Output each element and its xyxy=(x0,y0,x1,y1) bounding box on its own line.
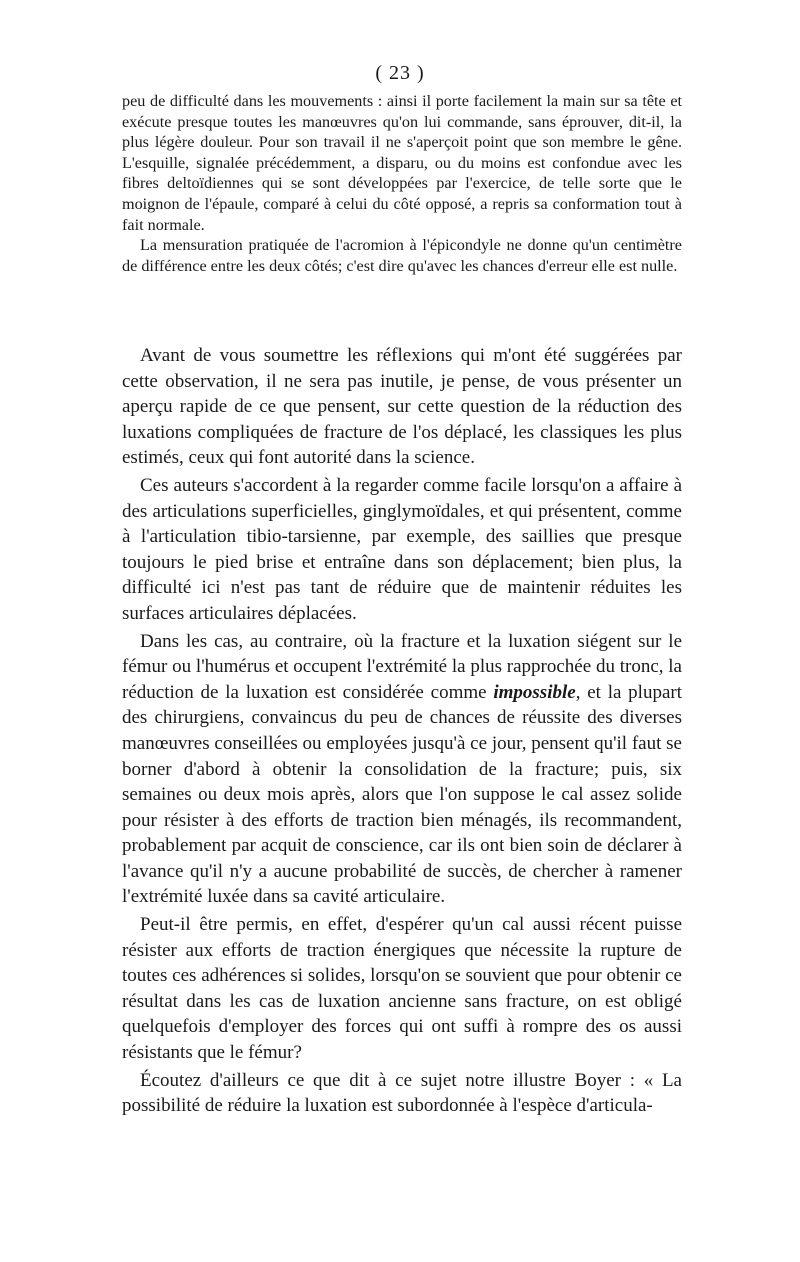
page-number: ( 23 ) xyxy=(375,62,425,84)
discussion-paragraph: Écoutez d'ailleurs ce que dit à ce sujet notre illustre Boyer : « La possibilité de réduire la luxation est subordonnée à l'espèce d'articula- xyxy=(122,1069,682,1117)
emphasized-word: impossible xyxy=(493,681,576,703)
paragraph-text: Dans les cas, au contraire, où la fracture et la luxation siégent sur le fémur ou l'humérus et occupent l'extrémité la plus rapprochée du tronc, la réduction de la luxation est considérée comme xyxy=(122,630,682,703)
discussion-paragraph xyxy=(122,629,682,911)
observation-block xyxy=(122,91,682,276)
paragraph-text: , et la plupart des chirurgiens, convaincus du peu de chances de réussite des diverses manœuvres conseillées ou employées jusqu'à ce jour, pensent qu'il faut se borner d'abord à obtenir la consolidation de la fracture; puis, six semaines ou deux mois après, alors que l'on suppose le cal assez solide pour résister à des efforts de traction bien ménagés, ils recommandent, probablement par acquit de conscience, car ils ont bien soin de déclarer à l'avance qu'il n'y a aucune probabilité de succès, de chercher à ramener l'extrémité luxée dans sa cavité articulaire. xyxy=(122,681,682,908)
discussion-paragraph: Avant de vous soumettre les réflexions qui m'ont été suggérées par cette observation, il ne sera pas inutile, je pense, de vous présenter un aperçu rapide de ce que pensent, sur cette question de la réduction des luxations compliquées de fracture de l'os déplacé, les classiques les plus estimés, ceux qui font autorité dans la science. xyxy=(122,345,682,469)
discussion-paragraph: Ces auteurs s'accordent à la regarder comme facile lorsqu'on a affaire à des articulations superficielles, ginglymoïdales, et qui présentent, comme à l'articulation tibio-tarsienne, par exemple, des saillies que presque toujours le pied brise et entraîne dans son déplacement; bien plus, la difficulté ici n'est pas tant de réduire que de maintenir réduites les surfaces articulaires déplacées. xyxy=(122,474,682,624)
observation-paragraph: La mensuration pratiquée de l'acromion à l'épicondyle ne donne qu'un centimètre de différence entre les deux côtés; c'est dire qu'avec les chances d'erreur elle est nulle. xyxy=(122,236,682,275)
discussion-block xyxy=(122,343,682,1121)
discussion-paragraph: Peut-il être permis, en effet, d'espérer qu'un cal aussi récent puisse résister aux efforts de traction énergiques que nécessite la rupture de toutes ces adhérences si solides, lorsqu'on se souvient que pour obtenir ce résultat dans les cas de luxation ancienne sans fracture, on est obligé quelquefois d'employer des forces qui ont suffi à rompre des os aussi résistants que le fémur? xyxy=(122,914,682,1064)
observation-paragraph: peu de difficulté dans les mouvements : ainsi il porte facilement la main sur sa tête et exécute presque toutes les manœuvres qu'on lui commande, sans éprouver, dit-il, la plus légère douleur. Pour son travail il ne s'aperçoit point que son membre le gêne. L'esquille, signalée précédemment, a disparu, ou du moins est confondue avec les fibres deltoïdiennes qui se sont développées par l'exercice, de telle sorte que le moignon de l'épaule, comparé à celui du côté opposé, a repris sa conformation tout à fait normale. xyxy=(122,92,682,234)
